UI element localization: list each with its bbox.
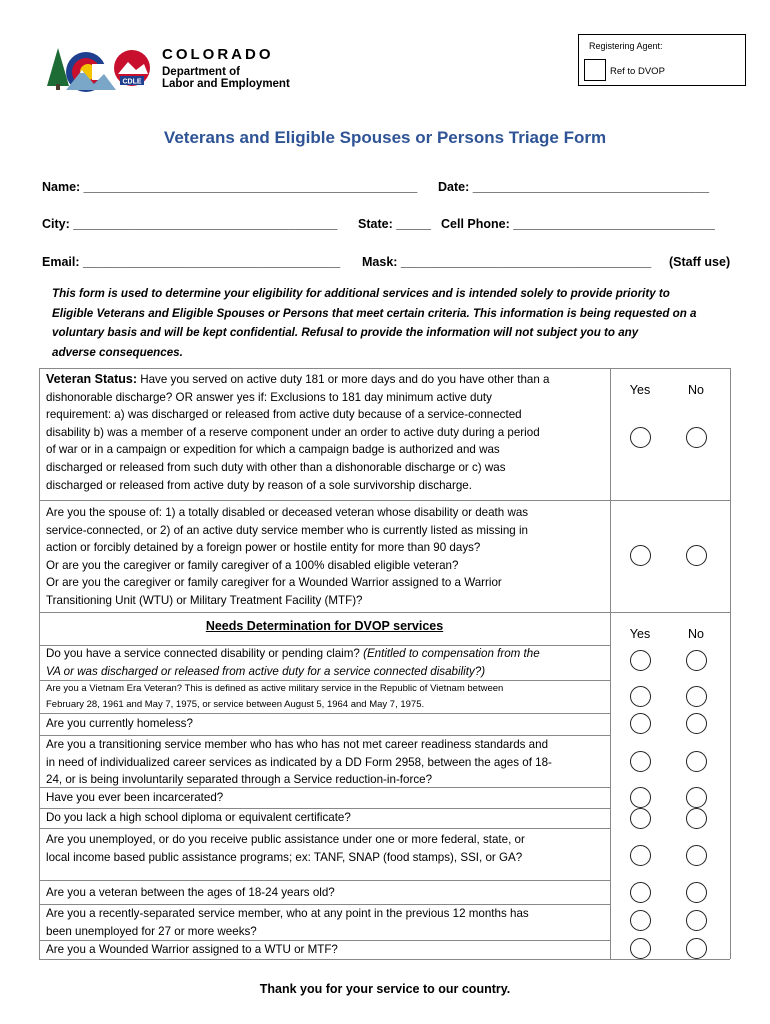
veteran-status-heading: Veteran Status: <box>46 372 138 386</box>
homeless-yes-radio[interactable] <box>630 713 651 734</box>
notice-line: adverse consequences. <box>52 345 183 359</box>
question-line: Are you a recently-separated service member, who at any point in the previous 12 months has <box>46 907 529 920</box>
mask-field[interactable]: Mask: ____________________________________ <box>362 255 652 269</box>
question-line: local income based public assistance programs; ex: TANF, SNAP (food stamps), SSI, or GA? <box>46 850 523 864</box>
age-no-radio[interactable] <box>686 882 707 903</box>
transitioning-no-radio[interactable] <box>686 751 707 772</box>
question-line: disability b) was a member of a reserve component under an order to active duty during a period <box>46 425 540 439</box>
age-yes-radio[interactable] <box>630 882 651 903</box>
diploma-question: Do you lack a high school diploma or equivalent certificate? <box>46 811 351 824</box>
registering-agent-box <box>578 34 746 86</box>
vietnam-question <box>46 681 606 713</box>
name-field[interactable]: Name: ________________________________________________ <box>42 180 418 194</box>
question-line: service-connected, or 2) of an active duty service member who is currently listed as missing in <box>46 523 528 537</box>
question-line: Are you a Vietnam Era Veteran? This is defined as active military service in the Republic of Vietnam between <box>46 683 504 694</box>
cdle-badge-text: CDLE <box>122 78 142 86</box>
city-field[interactable]: City: ______________________________________ <box>42 217 338 231</box>
question-line: Have you served on active duty 181 or more days and do you have other than a <box>137 373 550 386</box>
transitioning-yes-radio[interactable] <box>630 751 651 772</box>
row-divider <box>39 500 730 501</box>
ref-to-dvop-checkbox[interactable] <box>584 59 606 81</box>
needs-determination-heading: Needs Determination for DVOP services <box>205 619 444 633</box>
footer-thanks: Thank you for your service to our country. <box>259 982 511 996</box>
age-question: Are you a veteran between the ages of 18-24 years old? <box>46 886 335 899</box>
logo-subtitle <box>162 66 290 90</box>
page-title: Veterans and Eligible Spouses or Persons Triage Form <box>163 128 607 147</box>
row-divider <box>39 368 730 369</box>
question-line: Are you a transitioning service member who has who has not met career readiness standards and <box>46 738 549 751</box>
veteran-status-no-radio[interactable] <box>686 427 707 448</box>
recently-separated-question <box>46 905 606 940</box>
yes-column-header: Yes <box>629 383 651 397</box>
wounded-warrior-yes-radio[interactable] <box>630 938 651 959</box>
notice-line: Eligible Veterans and Eligible Spouses or Persons that meet certain criteria. This information is being requested on a <box>52 306 697 320</box>
unemployed-yes-radio[interactable] <box>630 845 651 866</box>
notice-line: This form is used to determine your eligibility for additional services and is intended solely to provide priority to <box>52 287 670 300</box>
wounded-warrior-no-radio[interactable] <box>686 938 707 959</box>
recently-separated-yes-radio[interactable] <box>630 910 651 931</box>
wounded-warrior-question: Are you a Wounded Warrior assigned to a WTU or MTF? <box>46 943 338 956</box>
no-column-header: No <box>688 627 704 641</box>
table-border-right <box>730 368 731 959</box>
question-line: Are you the spouse of: 1) a totally disabled or deceased veteran whose disability or death was <box>46 506 529 519</box>
question-line: discharged or released from such duty with other than a dishonorable discharge or c) was <box>46 460 506 474</box>
question-line: 24, or is being involuntarily separated through a Service reduction-in-force? <box>46 773 433 787</box>
ref-to-dvop-label: Ref to DVOP <box>610 66 665 77</box>
spouse-yes-radio[interactable] <box>630 545 651 566</box>
incarcerated-no-radio[interactable] <box>686 787 707 808</box>
no-column-header: No <box>688 383 704 397</box>
question-line: discharged or released from active duty by reason of a sole survivorship discharge. <box>46 478 472 492</box>
disability-no-radio[interactable] <box>686 650 707 671</box>
incarcerated-yes-radio[interactable] <box>630 787 651 808</box>
row-divider <box>39 612 730 613</box>
transitioning-question <box>46 736 606 789</box>
row-divider <box>39 828 610 829</box>
state-field[interactable]: State: _____ <box>358 217 431 231</box>
question-line: been unemployed for 27 or more weeks? <box>46 924 257 938</box>
staff-use-label: (Staff use) <box>669 255 731 269</box>
veteran-status-question <box>46 371 606 494</box>
row-divider <box>39 713 610 714</box>
diploma-yes-radio[interactable] <box>630 808 651 829</box>
logo-subtitle-line1: Department of <box>162 66 240 78</box>
yes-column-header: Yes <box>629 627 651 641</box>
table-border-bottom <box>39 959 730 960</box>
question-note: (Entitled to compensation from the <box>363 647 540 660</box>
recently-separated-no-radio[interactable] <box>686 910 707 931</box>
notice-paragraph <box>52 284 732 362</box>
unemployed-no-radio[interactable] <box>686 845 707 866</box>
logo-title: COLORADO <box>162 46 274 63</box>
question-line: in need of individualized career services as indicated by a DD Form 2958, between the ages of 18- <box>46 755 552 769</box>
spouse-question <box>46 504 606 610</box>
table-divider <box>610 368 611 959</box>
incarcerated-question: Have you ever been incarcerated? <box>46 791 224 804</box>
homeless-no-radio[interactable] <box>686 713 707 734</box>
table-border-left <box>39 368 40 959</box>
disability-yes-radio[interactable] <box>630 650 651 671</box>
vietnam-no-radio[interactable] <box>686 686 707 707</box>
row-divider <box>39 880 610 881</box>
question-line: Or are you the caregiver or family caregiver of a 100% disabled eligible veteran? <box>46 558 459 572</box>
cdle-logo <box>44 44 314 100</box>
question-line: of war or in a campaign or expedition for which a campaign badge is authorized and was <box>46 443 500 457</box>
veteran-status-yes-radio[interactable] <box>630 427 651 448</box>
unemployed-question <box>46 831 606 866</box>
cell-phone-field[interactable]: Cell Phone: _____________________________ <box>441 217 715 231</box>
question-line: Or are you the caregiver or family caregiver for a Wounded Warrior assigned to a Warrior <box>46 576 502 590</box>
question-line: Transitioning Unit (WTU) or Military Treatment Facility (MTF)? <box>46 593 363 607</box>
question-note: VA or was discharged or released from active duty for a service connected disability?) <box>46 664 486 678</box>
spouse-no-radio[interactable] <box>686 545 707 566</box>
question-line: Are you unemployed, or do you receive public assistance under one or more federal, state, or <box>46 833 525 846</box>
disability-question <box>46 645 606 680</box>
email-field[interactable]: Email: _____________________________________ <box>42 255 341 269</box>
notice-line: voluntary basis and will be kept confidential. Refusal to provide the information will not subject you to any <box>52 326 639 339</box>
question-line: February 28, 1961 and May 7, 1975, or service between August 5, 1964 and May 7, 1975. <box>46 699 425 710</box>
colorado-mountain-logo-icon <box>44 44 156 100</box>
logo-subtitle-line2: Labor and Employment <box>162 78 290 90</box>
question-line: Do you have a service connected disability or pending claim? <box>46 647 364 660</box>
homeless-question: Are you currently homeless? <box>46 717 193 730</box>
question-line: action or forcibly detained by a foreign power or hostile entity for more than 90 days? <box>46 541 481 555</box>
question-line: requirement: a) was discharged or released from active duty because of a service-connected <box>46 408 522 422</box>
diploma-no-radio[interactable] <box>686 808 707 829</box>
registering-agent-label: Registering Agent: <box>589 41 663 51</box>
vietnam-yes-radio[interactable] <box>630 686 651 707</box>
date-field[interactable]: Date: __________________________________ <box>438 180 710 194</box>
question-line: dishonorable discharge? OR answer yes if: Exclusions to 181 day minimum active duty <box>46 390 492 404</box>
